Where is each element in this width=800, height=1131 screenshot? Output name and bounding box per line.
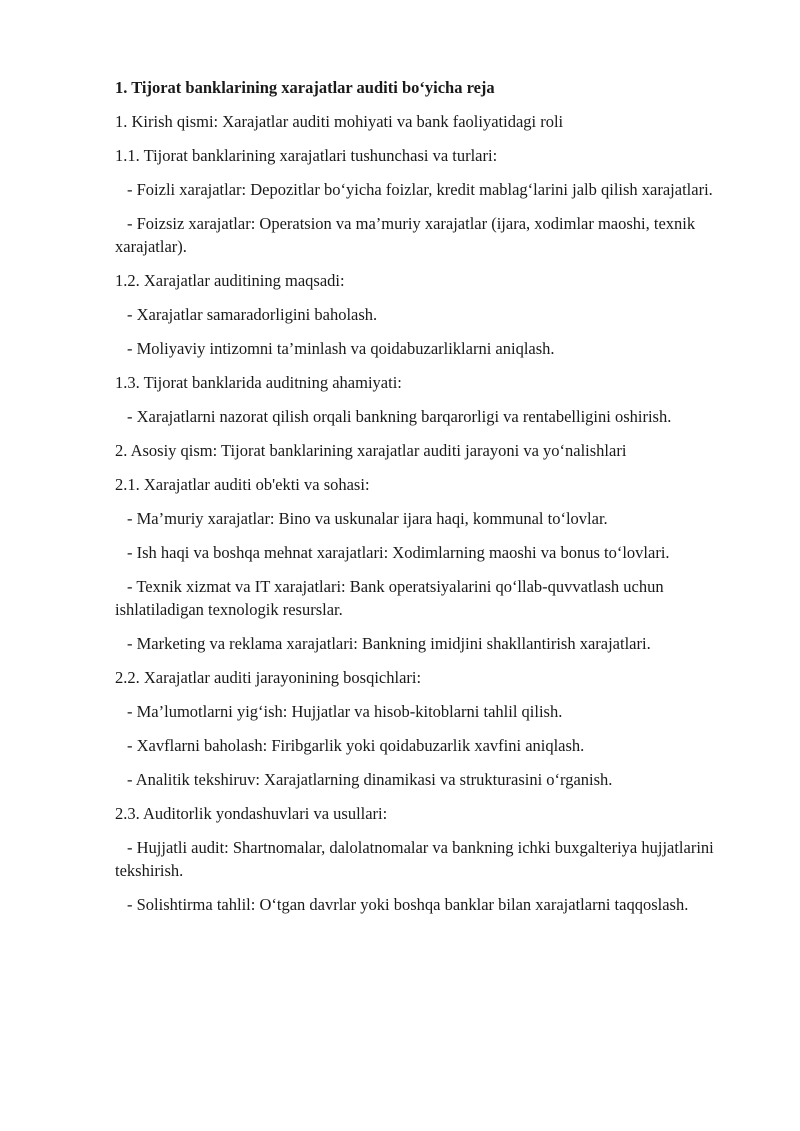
bullet-item: - Solishtirma tahlil: O‘tgan davrlar yoki boshqa banklar bilan xarajatlarni taqqoslash. [127,895,689,914]
bullet-item: - Xarajatlar samaradorligini baholash. [127,305,378,324]
document-body [115,76,745,927]
subsection-heading: 2.3. Auditorlik yondashuvlari va usullari: [115,804,388,823]
bullet-item: - Ma’muriy xarajatlar: Bino va uskunalar ijara haqi, kommunal to‘lovlar. [127,509,608,528]
subsection-heading: 1.1. Tijorat banklarining xarajatlari tushunchasi va turlari: [115,146,498,165]
section-heading: 2. Asosiy qism: Tijorat banklarining xarajatlar auditi jarayoni va yo‘nalishlari [115,441,627,460]
subsection-heading: 1.2. Xarajatlar auditining maqsadi: [115,271,345,290]
bullet-item: - Marketing va reklama xarajatlari: Bankning imidjini shakllantirish xarajatlari. [127,634,651,653]
bullet-item: - Texnik xizmat va IT xarajatlari: Bank operatsiyalarini qo‘llab-quvvatlash uchun ishlatiladigan texnologik resurslar. [115,577,664,619]
section-heading: 1. Kirish qismi: Xarajatlar auditi mohiyati va bank faoliyatidagi roli [115,112,564,131]
bullet-item: - Analitik tekshiruv: Xarajatlarning dinamikasi va strukturasini o‘rganish. [127,770,613,789]
subsection-heading: 1.3. Tijorat banklarida auditning ahamiyati: [115,373,402,392]
bullet-item: - Ish haqi va boshqa mehnat xarajatlari: Xodimlarning maoshi va bonus to‘lovlari. [127,543,670,562]
bullet-item: - Hujjatli audit: Shartnomalar, dalolatnomalar va bankning ichki buxgalteriya hujjatlarini tekshirish. [115,838,714,880]
bullet-item: - Ma’lumotlarni yig‘ish: Hujjatlar va hisob-kitoblarni tahlil qilish. [127,702,563,721]
bullet-item: - Foizsiz xarajatlar: Operatsion va ma’muriy xarajatlar (ijara, xodimlar maoshi, texnik xarajatlar). [115,214,696,256]
bullet-item: - Moliyaviy intizomni ta’minlash va qoidabuzarliklarni aniqlash. [127,339,555,358]
subsection-heading: 2.2. Xarajatlar auditi jarayonining bosqichlari: [115,668,422,687]
subsection-heading: 2.1. Xarajatlar auditi ob'ekti va sohasi: [115,475,370,494]
bullet-item: - Xarajatlarni nazorat qilish orqali bankning barqarorligi va rentabelligini oshirish. [127,407,672,426]
document-title: 1. Tijorat banklarining xarajatlar auditi bo‘yicha reja [115,78,495,97]
bullet-item: - Foizli xarajatlar: Depozitlar bo‘yicha foizlar, kredit mablag‘larini jalb qilish xarajatlari. [127,180,713,199]
bullet-item: - Xavflarni baholash: Firibgarlik yoki qoidabuzarlik xavfini aniqlash. [127,736,585,755]
